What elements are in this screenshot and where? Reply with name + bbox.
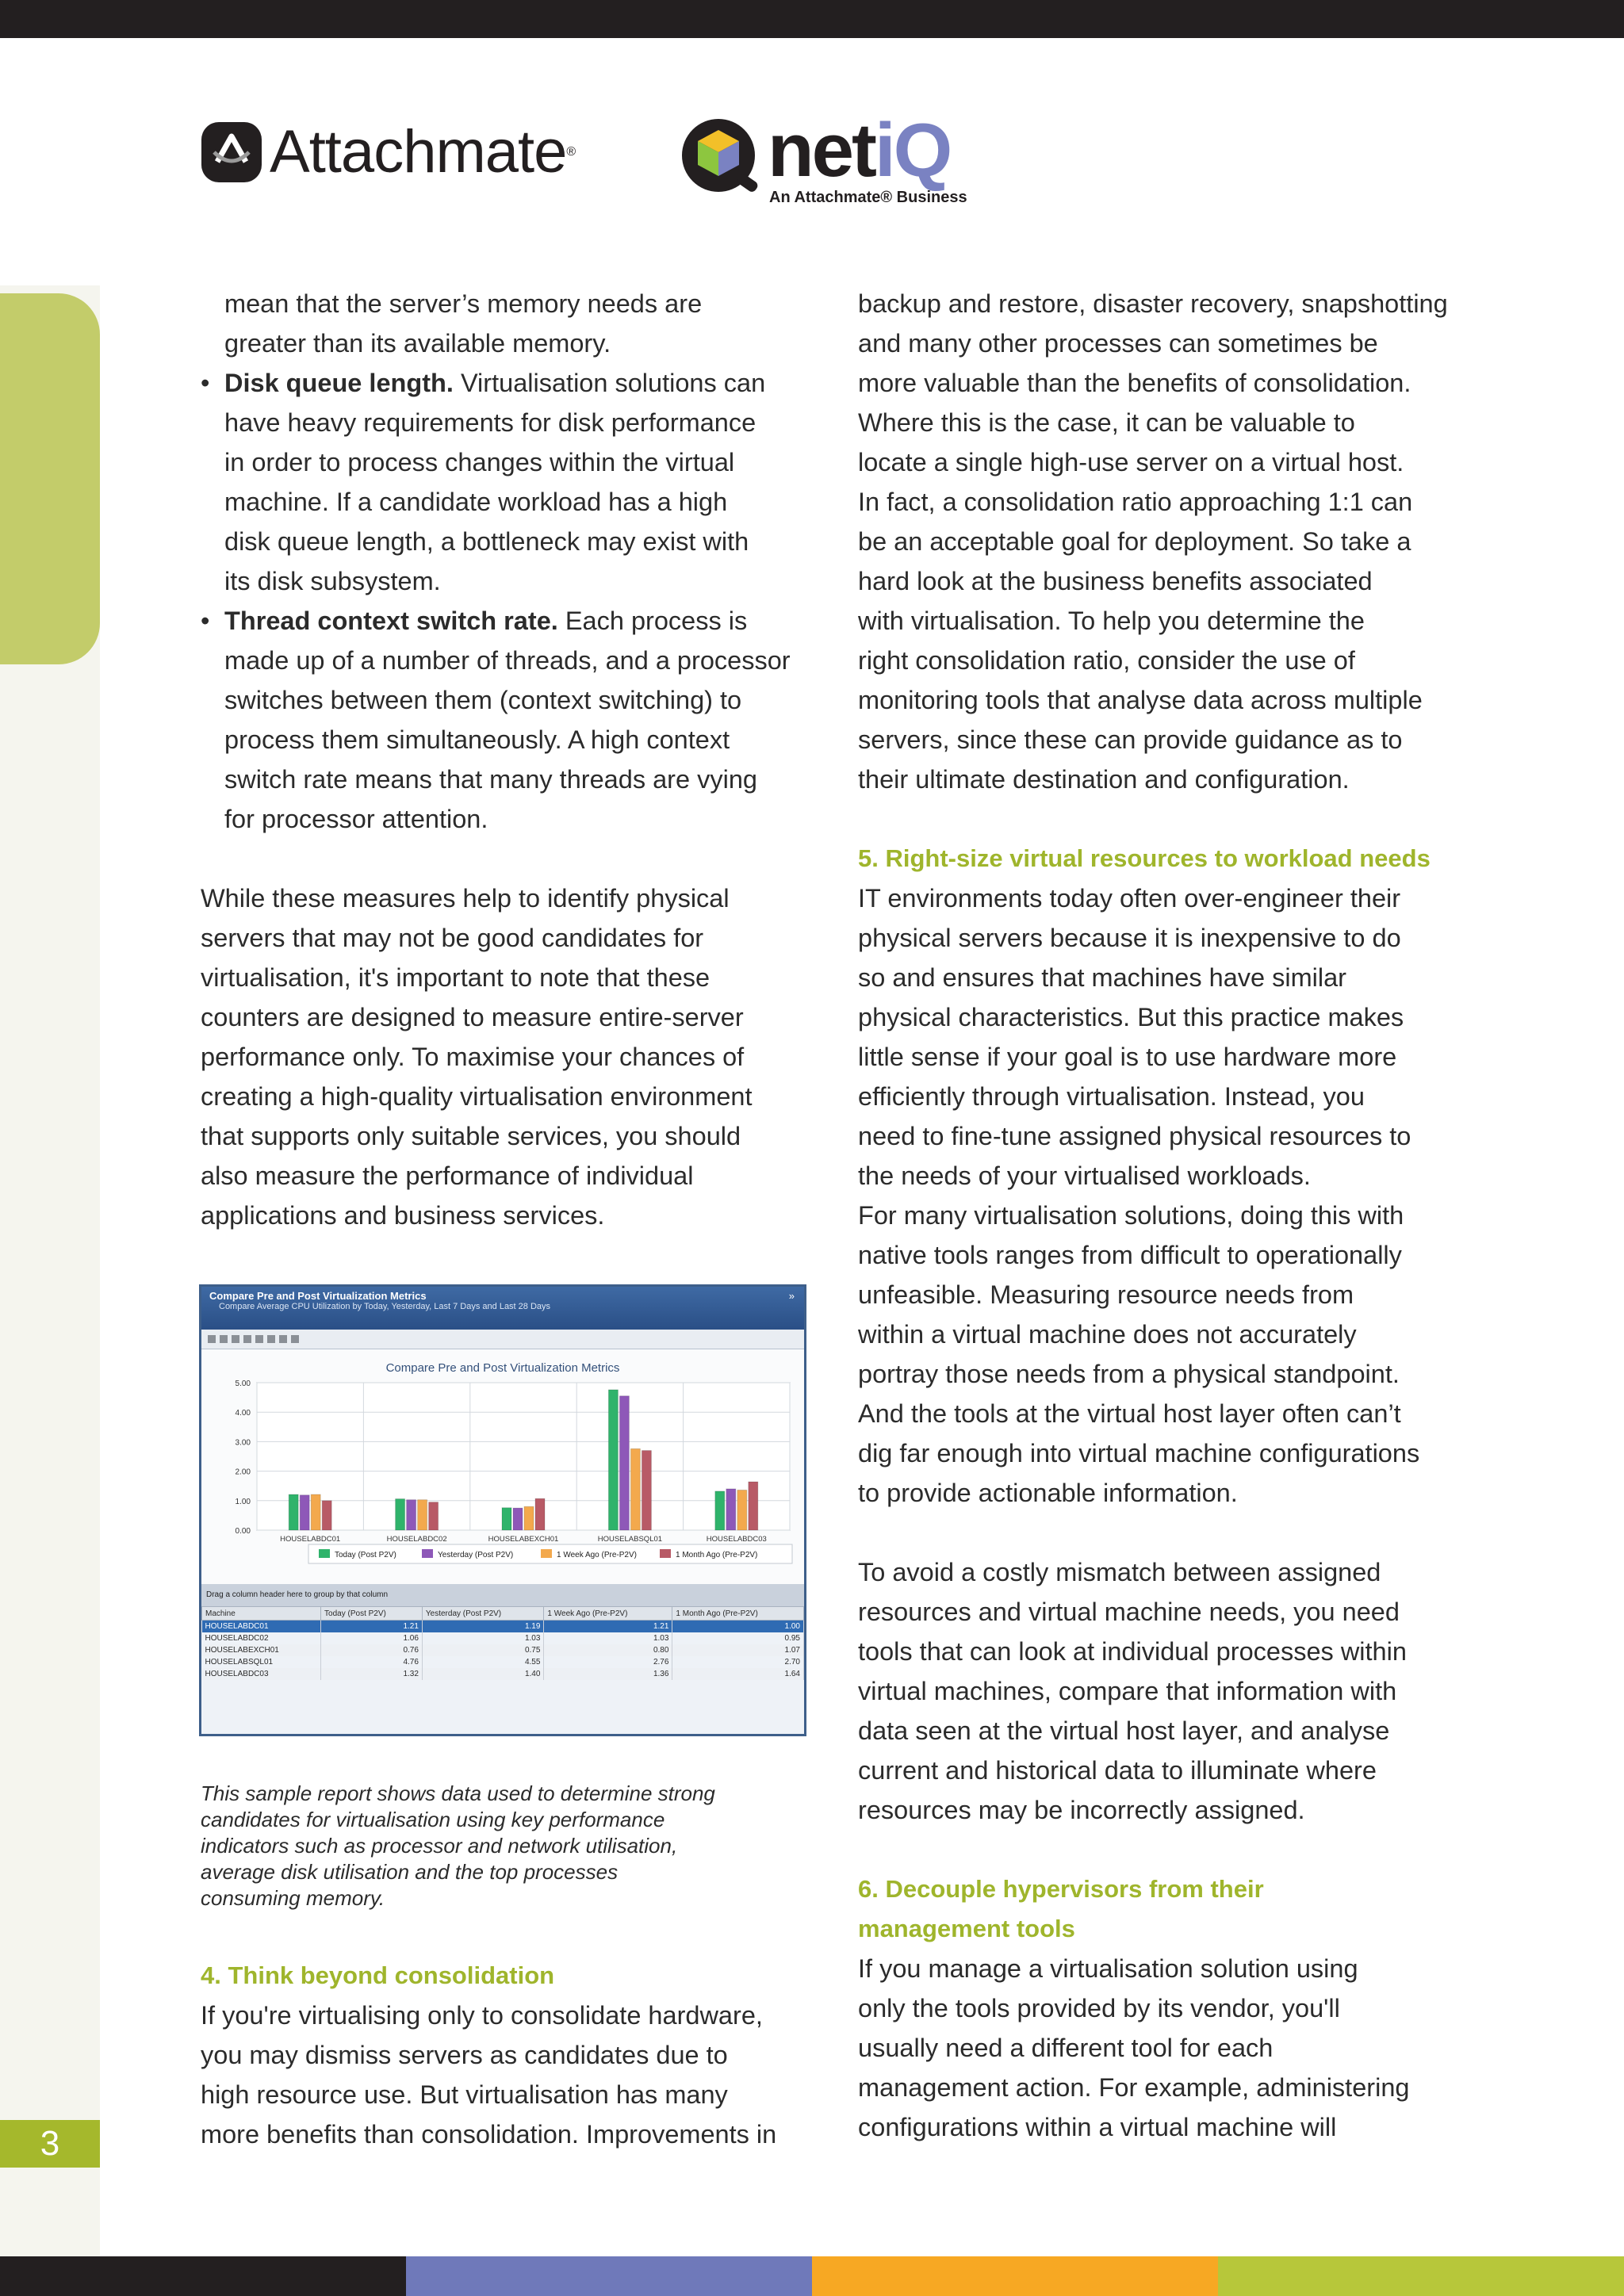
table-row[interactable]: HOUSELABDC01 1.21 1.19 1.21 1.00 (202, 1621, 804, 1633)
legend-swatch (422, 1549, 433, 1558)
bar (300, 1495, 309, 1530)
table-row[interactable]: HOUSELABSQL01 4.76 4.55 2.76 2.70 (202, 1656, 804, 1668)
column-header-machine[interactable]: Machine (202, 1607, 321, 1621)
paragraph-right-size: IT environments today often over-engineer their physical servers because it is inexpensive to do so and ensures that machines have similar physical characteristics. But this practice makes little sense if your goal is to use hardware more efficiently through virtualisation. Instead, you need to fine-tune assigned physical resources to the needs of your virtualised workloads. For many virtualisation solutions, doing this with native tools ranges from difficult to operationally unfeasible. Measuring resource needs from within a virtual machine does not accurately portray those needs from a physical standpoint. And the tools at the virtual host layer often can’t dig far enough into virtual machine configurations to provide actionable information. (858, 884, 1420, 1507)
figure-caption: This sample report shows data used to determine strong candidates for virtualisation using key performance indicators such as processor and network utilisation, average disk utilisation and the top processes consuming memory. (201, 1781, 715, 1910)
bar (502, 1508, 511, 1530)
bar-chart (201, 1349, 804, 1584)
excel-icon[interactable] (291, 1335, 299, 1343)
bar (311, 1494, 320, 1530)
bar (289, 1494, 298, 1530)
table-row[interactable]: HOUSELABDC03 1.32 1.40 1.36 1.64 (202, 1668, 804, 1680)
bar (429, 1502, 439, 1530)
attachmate-logo (200, 118, 576, 186)
report-window-header: Compare Pre and Post Virtualization Metrics Compare Average CPU Utilization by Today, Yesterday, Last 7 Days and Last 28 Days » (201, 1287, 804, 1330)
y-tick-label: 2.00 (235, 1468, 251, 1477)
bar (418, 1500, 427, 1530)
bullet-dot: • (201, 369, 210, 397)
bar (322, 1501, 331, 1530)
options-icon[interactable] (279, 1335, 287, 1343)
paragraph-measures: While these measures help to identify physical servers that may not be good candidates for virtualisation, it's important to note that these counters are designed to measure entire-server performance only. To maximise your chances of creating a high-quality virtualisation environment that supports only suitable services, you should also measure the performance of individual applications and business services. (201, 884, 753, 1230)
attachmate-wordmark: Attachmate® (270, 118, 576, 186)
left-column-lower: This sample report shows data used to determine strong candidates for virtualisation using key performance indicators such as processor and network utilisation, average disk utilisation and the top processes consuming memory. 4. Think beyond consolidation If you're virtualising only to consolidate hardware, you may dismiss servers as candidates due to high resource use. But virtualisation has many more benefits than consolidation. Improvements in (201, 1781, 819, 2154)
print-icon[interactable] (208, 1335, 216, 1343)
right-column (858, 284, 1484, 2147)
plot-area (257, 1383, 790, 1530)
heading-section-5: 5. Right-size virtual resources to workload needs (858, 844, 1431, 872)
bar (715, 1491, 725, 1530)
y-tick-label: 0.00 (235, 1527, 251, 1536)
paragraph-decouple: If you manage a virtualisation solution using only the tools provided by its vendor, you'll usually need a different tool for each management action. For example, administering configurations within a virtual machine will (858, 1954, 1410, 2141)
paragraph-mismatch: To avoid a costly mismatch between assigned resources and virtual machine needs, you need tools that can look at individual processes within virtual machines, compare that information with data seen at the virtual host layer, and analyse current and historical data to illuminate where resources may be incorrectly assigned. (858, 1558, 1407, 1824)
left-tab-decoration (0, 293, 100, 664)
x-tick-label: HOUSELABSQL01 (597, 1535, 663, 1544)
bar (407, 1500, 416, 1530)
y-tick-label: 4.00 (235, 1409, 251, 1418)
column-header-today[interactable]: Today (Post P2V) (321, 1607, 423, 1621)
legend-label: Today (Post P2V) (335, 1551, 396, 1559)
netiq-logo (680, 108, 974, 209)
group-by-hint: Drag a column header here to group by that column (201, 1584, 804, 1606)
legend-label: Yesterday (Post P2V) (438, 1551, 514, 1559)
bar (726, 1489, 736, 1530)
page-number: 3 (0, 2120, 100, 2168)
legend-swatch (319, 1549, 330, 1558)
bar (524, 1506, 534, 1530)
legend-label: 1 Month Ago (Pre-P2V) (676, 1551, 758, 1559)
column-header-month[interactable]: 1 Month Ago (Pre-P2V) (672, 1607, 804, 1621)
left-column (201, 284, 819, 1235)
x-tick-label: HOUSELABDC03 (706, 1535, 767, 1544)
table-row[interactable]: HOUSELABDC02 1.06 1.03 1.03 0.95 (202, 1632, 804, 1644)
report-toolbar (201, 1330, 804, 1349)
bar (642, 1451, 651, 1530)
top-bar (0, 0, 1624, 38)
bar (396, 1499, 405, 1530)
legend-swatch (541, 1549, 552, 1558)
netiq-tagline: An Attachmate® Business (769, 189, 967, 206)
heading-section-6: 6. Decouple hypervisors from their (858, 1875, 1264, 1903)
bullet-dot: • (201, 607, 210, 635)
column-header-week[interactable]: 1 Week Ago (Pre-P2V) (544, 1607, 672, 1621)
y-tick-label: 1.00 (235, 1497, 251, 1506)
bottom-color-bar (0, 2256, 1624, 2296)
paragraph-consolidation: backup and restore, disaster recovery, snapshotting and many other processes can sometimes be more valuable than the benefits of consolidation. Where this is the case, it can be valuable to locate a single high-use server on a virtual host. In fact, a consolidation ratio approaching 1:1 can be an acceptable goal for deployment. So take a hard look at the business benefits associated with virtualisation. To help you determine the right consolidation ratio, consider the use of monitoring tools that analyse data across multiple servers, since these can provide guidance as to their ultimate destination and configuration. (858, 289, 1448, 794)
data-grid (201, 1606, 804, 1680)
chart-icon[interactable] (267, 1335, 275, 1343)
legend-label: 1 Week Ago (Pre-P2V) (557, 1551, 637, 1559)
y-tick-label: 5.00 (235, 1380, 251, 1388)
bullet-thread-context: • Thread context switch rate. Each process is made up of a number of threads, and a processor switches between them (context switching) to process them simultaneously. A high context switch rate means that many threads are vying for processor attention. (201, 601, 819, 839)
netiq-cube-icon (680, 116, 760, 203)
x-tick-label: HOUSELABDC01 (280, 1535, 341, 1544)
heading-section-4: 4. Think beyond consolidation (201, 1961, 555, 1989)
column-header-yesterday[interactable]: Yesterday (Post P2V) (422, 1607, 544, 1621)
bar (630, 1448, 640, 1530)
chart-area (201, 1349, 804, 1584)
x-tick-label: HOUSELABDC02 (386, 1535, 447, 1544)
zoom-icon[interactable] (232, 1335, 239, 1343)
refresh-icon[interactable] (243, 1335, 251, 1343)
bar (535, 1498, 545, 1530)
bullet-disk-queue: • Disk queue length. Virtualisation solutions can have heavy requirements for disk performance in order to process changes within the virtual machine. If a candidate workload has a high disk queue length, a bottleneck may exist with its disk subsystem. (201, 363, 819, 601)
bar (749, 1482, 758, 1530)
bar (737, 1490, 747, 1530)
legend-swatch (660, 1549, 671, 1558)
chart-title: Compare Pre and Post Virtualization Metrics (385, 1361, 620, 1375)
collapse-icon[interactable]: » (788, 1290, 795, 1302)
grid-icon[interactable] (255, 1335, 263, 1343)
table-row[interactable]: HOUSELABEXCH01 0.76 0.75 0.80 1.07 (202, 1644, 804, 1656)
intro-text: mean that the server’s memory needs are greater than its available memory. (224, 289, 703, 358)
report-screenshot (199, 1284, 806, 1736)
y-tick-label: 3.00 (235, 1438, 251, 1448)
bar (608, 1390, 618, 1530)
export-icon[interactable] (220, 1335, 228, 1343)
bar (513, 1508, 523, 1530)
x-tick-label: HOUSELABEXCH01 (488, 1535, 559, 1544)
heading-section-6-line2: management tools (858, 1915, 1075, 1942)
bar (619, 1396, 629, 1530)
attachmate-mark-icon (200, 121, 263, 184)
netiq-wordmark: netiQ (768, 108, 951, 193)
